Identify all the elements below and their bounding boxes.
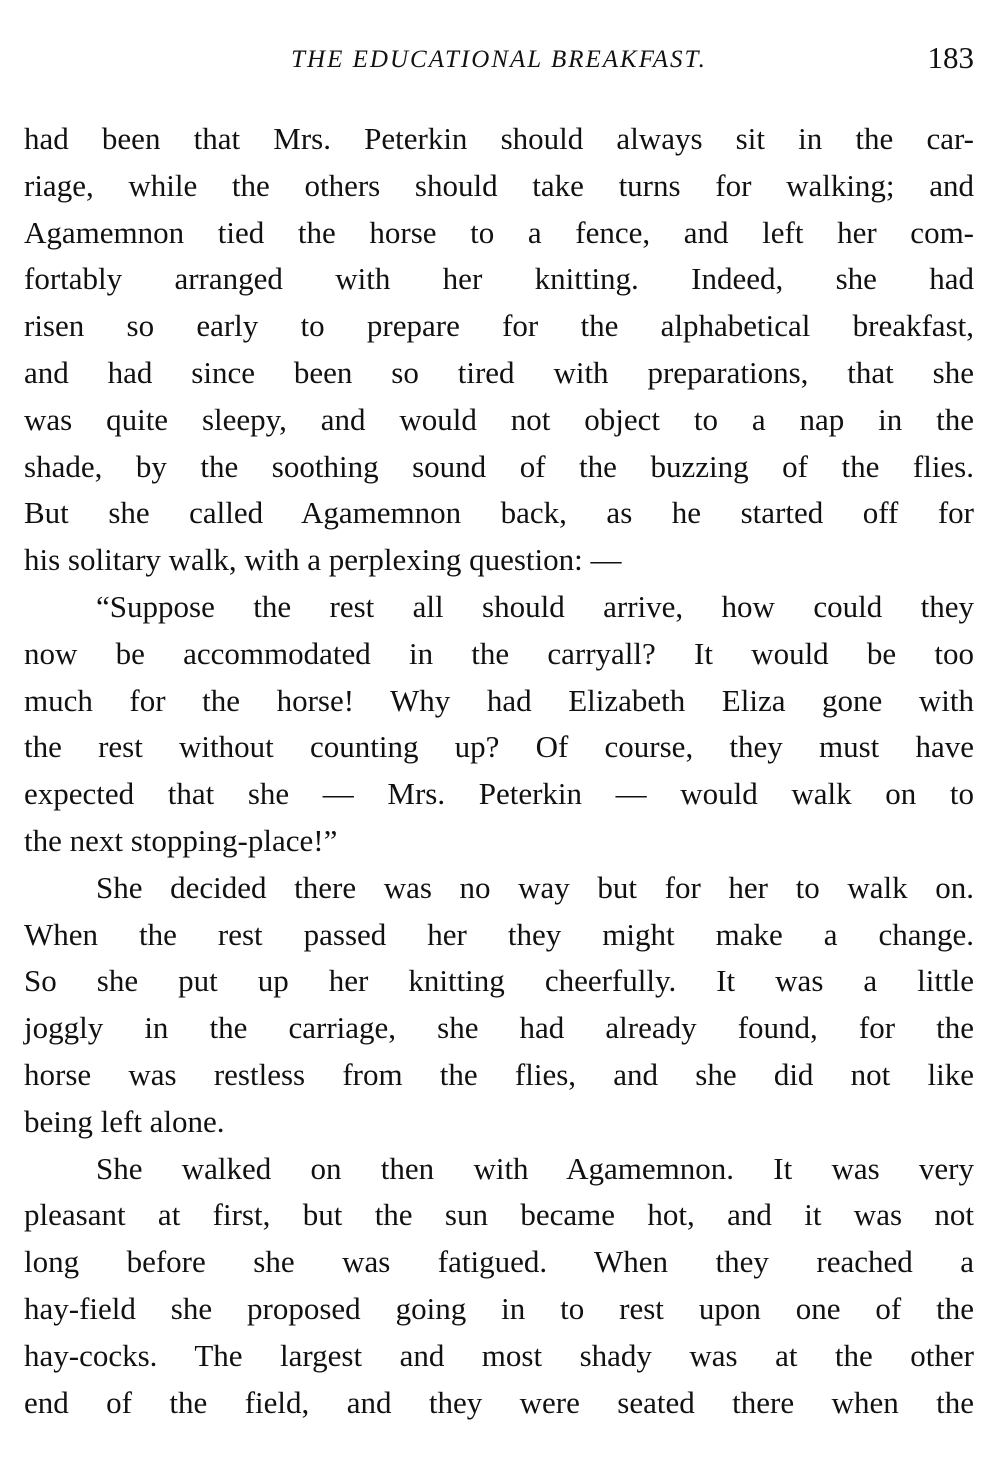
running-title: THE EDUCATIONAL BREAKFAST. <box>291 46 707 73</box>
text-line: had been that Mrs. Peterkin should always sit in the car- <box>24 121 974 156</box>
text-line: the next stopping-place!” <box>24 822 338 858</box>
text-line: being left alone. <box>24 1103 225 1139</box>
text-line: “Suppose the rest all should arrive, how could they <box>96 588 974 624</box>
text-line: now be accommodated in the carryall? It would be too <box>24 635 974 671</box>
text-line: But she called Agamemnon back, as he started off for <box>24 495 974 531</box>
page-number: 183 <box>927 40 974 75</box>
page-header <box>24 40 974 90</box>
text-line: horse was restless from the flies, and she did not like <box>24 1056 974 1092</box>
text-line: So she put up her knitting cheerfully. It was a little <box>24 963 974 999</box>
text-line: the rest without counting up? Of course, they must have <box>24 729 974 765</box>
text-line: his solitary walk, with a perplexing question: — <box>24 542 622 578</box>
text-line: shade, by the soothing sound of the buzzing of the flies. <box>24 448 974 484</box>
text-line: pleasant at first, but the sun became hot, and it was not <box>24 1197 974 1233</box>
text-line: joggly in the carriage, she had already found, for the <box>24 1010 974 1046</box>
text-line: hay-field she proposed going in to rest upon one of the <box>24 1290 974 1326</box>
text-line: and had since been so tired with preparations, that she <box>24 354 974 390</box>
text-line: When the rest passed her they might make a change. <box>24 916 974 952</box>
text-line: Agamemnon tied the horse to a fence, and left her com- <box>24 214 974 250</box>
text-line: was quite sleepy, and would not object to a nap in the <box>24 401 974 437</box>
text-line: risen so early to prepare for the alphabetical breakfast, <box>24 308 974 344</box>
text-line: long before she was fatigued. When they reached a <box>24 1244 974 1280</box>
text-line: expected that she — Mrs. Peterkin — would walk on to <box>24 776 974 812</box>
body-text <box>24 116 974 1426</box>
text-line: She decided there was no way but for her to walk on. <box>96 869 974 905</box>
text-line: much for the horse! Why had Elizabeth Eliza gone with <box>24 682 974 718</box>
text-line: She walked on then with Agamemnon. It was very <box>96 1150 974 1186</box>
text-line: end of the field, and they were seated there when the <box>24 1384 974 1420</box>
text-line: fortably arranged with her knitting. Indeed, she had <box>24 261 974 297</box>
text-line: hay-cocks. The largest and most shady was at the other <box>24 1337 974 1373</box>
text-line: riage, while the others should take turns for walking; and <box>24 167 974 203</box>
